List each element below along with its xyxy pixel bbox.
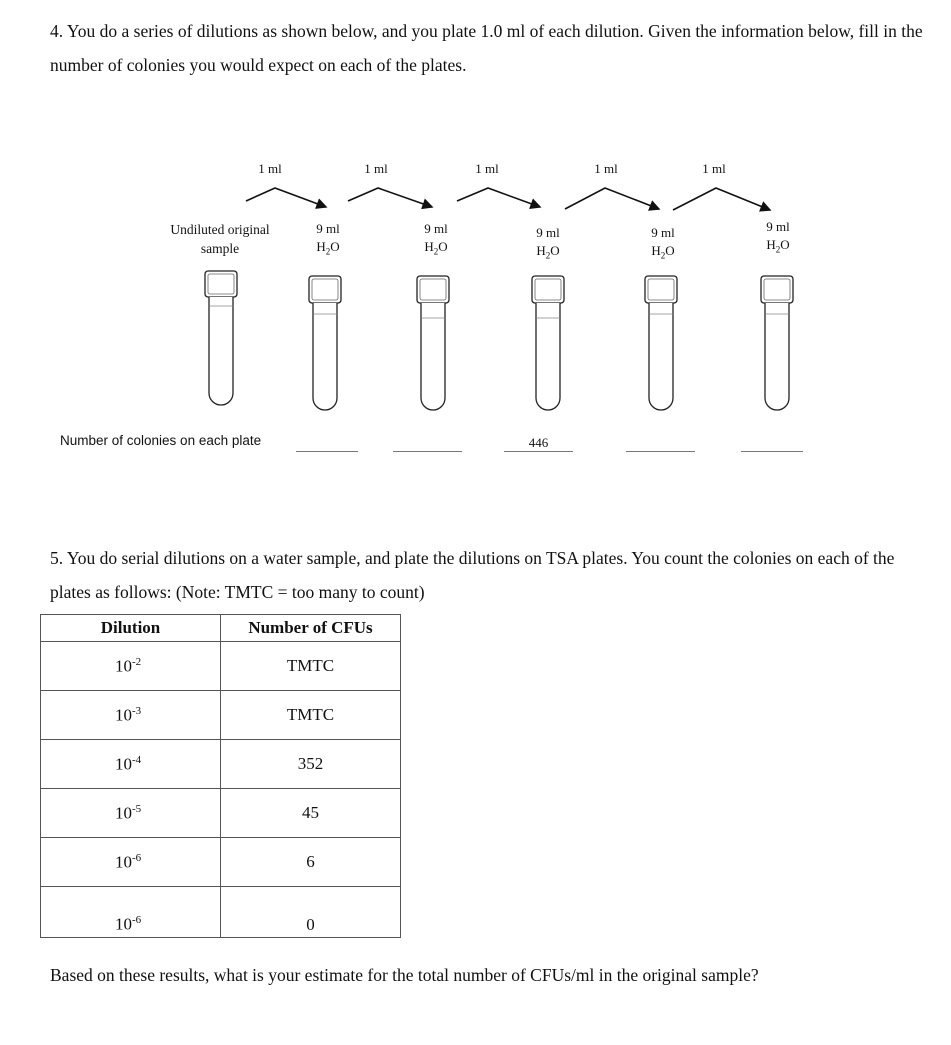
transfer-arrow-4 — [565, 188, 659, 209]
cfu-cell: 6 — [221, 838, 401, 887]
test-tube-5 — [761, 276, 793, 410]
table-row — [41, 642, 401, 691]
table-row — [41, 838, 401, 887]
question-5-text: 5. You do serial dilutions on a water sample, and plate the dilutions on TSA plates. You count the colonies on each of the plates as follows: (Note: TMTC = too many to count) — [50, 548, 895, 602]
cfu-cell: 45 — [221, 789, 401, 838]
final-question-text: Based on these results, what is your estimate for the total number of CFUs/ml in the original sample? — [50, 965, 759, 985]
original-sample-label — [170, 220, 269, 258]
tube-3-label — [536, 224, 559, 265]
tube-4-label — [651, 224, 674, 265]
tube-1-solvent: $H_2O$ — [316, 239, 340, 257]
tube-2-label — [424, 220, 447, 261]
tube-2-solvent: $H_2O$ — [424, 239, 448, 257]
transfer-label-3: 1 ml — [475, 161, 499, 176]
table-row — [41, 887, 401, 938]
transfer-label-4: 1 ml — [594, 161, 618, 176]
tube-2-volume: 9 ml — [424, 221, 448, 236]
transfer-arrow-1 — [246, 188, 326, 207]
dilution-diagram — [0, 0, 951, 460]
dilution-cell: $10^{-2}$ — [41, 642, 221, 691]
colony-count-blank-3[interactable]: 446 — [504, 436, 573, 452]
transfer-label-1: 1 ml — [258, 161, 282, 176]
tube-5-volume: 9 ml — [766, 219, 790, 234]
dilution-cell: $10^{-6}$ — [41, 887, 221, 938]
transfer-arrow-5 — [673, 188, 770, 210]
dilution-table — [40, 614, 401, 938]
tube-4-volume: 9 ml — [651, 225, 675, 240]
tube-4-solvent: $H_2O$ — [651, 243, 675, 261]
original-sample-label-line1: Undiluted original — [170, 222, 270, 237]
transfer-arrow-2 — [348, 188, 432, 207]
dilution-cell: $10^{-4}$ — [41, 740, 221, 789]
test-tube-4 — [645, 276, 677, 410]
colony-count-blank-1[interactable] — [296, 436, 358, 452]
colony-count-blank-5[interactable] — [741, 436, 803, 452]
dilution-cell: $10^{-5}$ — [41, 789, 221, 838]
tube-3-volume: 9 ml — [536, 225, 560, 240]
cfu-cell: TMTC — [221, 642, 401, 691]
original-sample-label-line2: sample — [200, 241, 240, 256]
transfer-arrow-3 — [457, 188, 540, 207]
dilution-cell: $10^{-3}$ — [41, 691, 221, 740]
tube-1-label — [316, 220, 339, 261]
table-row — [41, 789, 401, 838]
table-row — [41, 691, 401, 740]
test-tube-1 — [309, 276, 341, 410]
test-tube-3 — [532, 276, 564, 410]
table-header-row — [41, 615, 401, 642]
transfer-label-5: 1 ml — [702, 161, 726, 176]
header-dilution: Dilution — [41, 615, 221, 642]
table-row — [41, 740, 401, 789]
colony-count-blank-2[interactable] — [393, 436, 462, 452]
colony-count-blank-4[interactable] — [626, 436, 695, 452]
tube-3-solvent: $H_2O$ — [536, 243, 560, 261]
tube-5-label — [766, 218, 789, 259]
tube-1-volume: 9 ml — [316, 221, 340, 236]
transfer-label-2: 1 ml — [364, 161, 388, 176]
header-cfus: Number of CFUs — [221, 615, 401, 642]
cfu-cell: 352 — [221, 740, 401, 789]
test-tube-2 — [417, 276, 449, 410]
test-tube-original — [205, 271, 237, 405]
tube-5-solvent: $H_2O$ — [766, 237, 790, 255]
question-4-text: 4. You do a series of dilutions as shown below, and you plate 1.0 ml of each dilution. Given the information below, fill in the number of colonies you would expect on each of the plates. — [50, 21, 923, 75]
dilution-cell: $10^{-6}$ — [41, 838, 221, 887]
cfu-cell: TMTC — [221, 691, 401, 740]
colonies-caption: Number of colonies on each plate — [60, 433, 262, 448]
cfu-cell: 0 — [221, 887, 401, 938]
